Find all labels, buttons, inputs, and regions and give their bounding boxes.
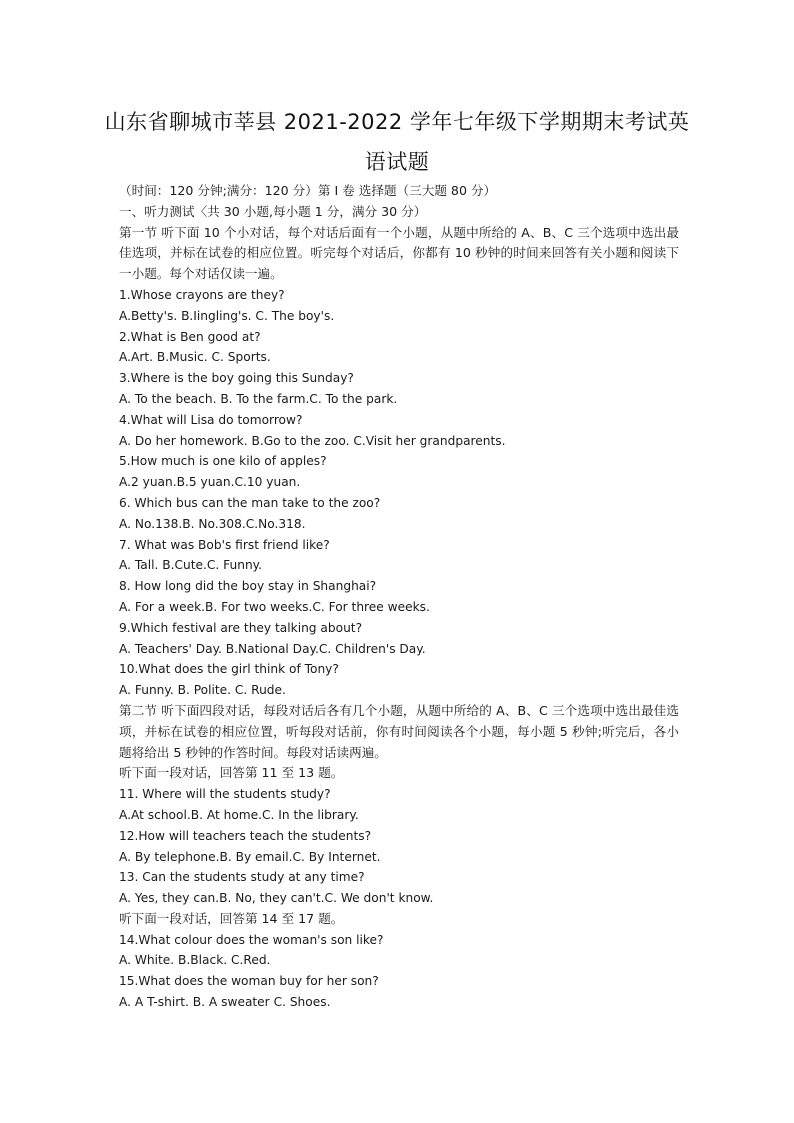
question-6-options: A. No.138.B. No.308.C.No.318. [119, 516, 306, 531]
question-15: 15.What does the woman buy for her son? [119, 974, 379, 989]
question-2-options: A.Art. B.Music. C. Sports. [119, 350, 271, 365]
question-11-options: A.At school.B. At home.C. In the library. [119, 807, 359, 822]
question-10-options: A. Funny. B. Polite. C. Rude. [119, 683, 286, 698]
question-14-options: A. White. B.Black. C.Red. [119, 953, 271, 968]
question-4: 4.What will Lisa do tomorrow? [119, 412, 303, 427]
question-5: 5.How much is one kilo of apples? [119, 454, 327, 469]
question-10: 10.What does the girl think of Tony? [119, 662, 339, 677]
question-11: 11. Where will the students study? [119, 787, 331, 802]
question-3-options: A. To the beach. B. To the farm.C. To the park. [119, 391, 398, 406]
question-15-options: A. A T-shirt. B. A sweater C. Shoes. [119, 995, 331, 1010]
question-5-options: A.2 yuan.B.5 yuan.C.10 yuan. [119, 475, 301, 490]
question-9: 9.Which festival are they talking about? [119, 620, 363, 635]
question-7-options: A. Tall. B.Cute.C. Funny. [119, 558, 263, 573]
question-3: 3.Where is the boy going this Sunday? [119, 371, 354, 386]
exam-title-line1: 山东省聊城市莘县 2021-2022 学年七年级下学期期末考试英 [104, 110, 690, 134]
exam-title-line2: 语试题 [364, 150, 430, 174]
question-14: 14.What colour does the woman's son like? [119, 932, 384, 947]
section2-instructions: 第二节 听下面四段对话，每段对话后各有几个小题，从题中所给的 A、B、C 三个选项中选出最佳选项，并标在试卷的相应位置，听每段对话前，你有时间阅读各个小题，每小题 5 秒钟;听完后，各小题将给出 5 秒钟的作答时间。每段对话读两遍。 [119, 702, 679, 760]
question-2: 2.What is Ben good at? [119, 329, 261, 344]
question-13-options: A. Yes, they can.B. No, they can't.C. We don't know. [119, 891, 434, 906]
part1-heading: 一、听力测试〈共 30 小题,每小题 1 分，满分 30 分） [119, 203, 427, 219]
dialog2-note: 听下面一段对话，回答第 14 至 17 题。 [119, 910, 344, 926]
section1-instructions: 第一节 听下面 10 个小对话，每个对话后面有一个小题，从题中所给的 A、B、C 三个选项中选出最佳选项，并标在试卷的相应位置。听完每个对话后，你都有 10 秒钟的时间来回答有关小题和阅读下一小题。每个对话仅读一遍。 [119, 224, 679, 282]
question-1: 1.Whose crayons are they? [119, 287, 285, 302]
exam-info: （时间：120 分钟;满分：120 分）第 I 卷 选择题（三大题 80 分） [119, 183, 497, 198]
question-1-options: A.Betty's. B.Iingling's. C. The boy's. [119, 308, 335, 323]
exam-body [119, 181, 679, 1013]
question-6: 6. Which bus can the man take to the zoo? [119, 495, 381, 510]
question-8-options: A. For a week.B. For two weeks.C. For three weeks. [119, 599, 430, 614]
question-12: 12.How will teachers teach the students? [119, 828, 372, 843]
question-4-options: A. Do her homework. B.Go to the zoo. C.Visit her grandparents. [119, 433, 506, 448]
question-12-options: A. By telephone.B. By email.C. By Internet. [119, 849, 381, 864]
question-9-options: A. Teachers' Day. B.National Day.C. Children's Day. [119, 641, 426, 656]
dialog1-note: 听下面一段对话，回答第 11 至 13 题。 [119, 765, 344, 781]
question-8: 8. How long did the boy stay in Shanghai? [119, 579, 377, 594]
question-13: 13. Can the students study at any time? [119, 870, 365, 885]
question-7: 7. What was Bob's first friend like? [119, 537, 330, 552]
